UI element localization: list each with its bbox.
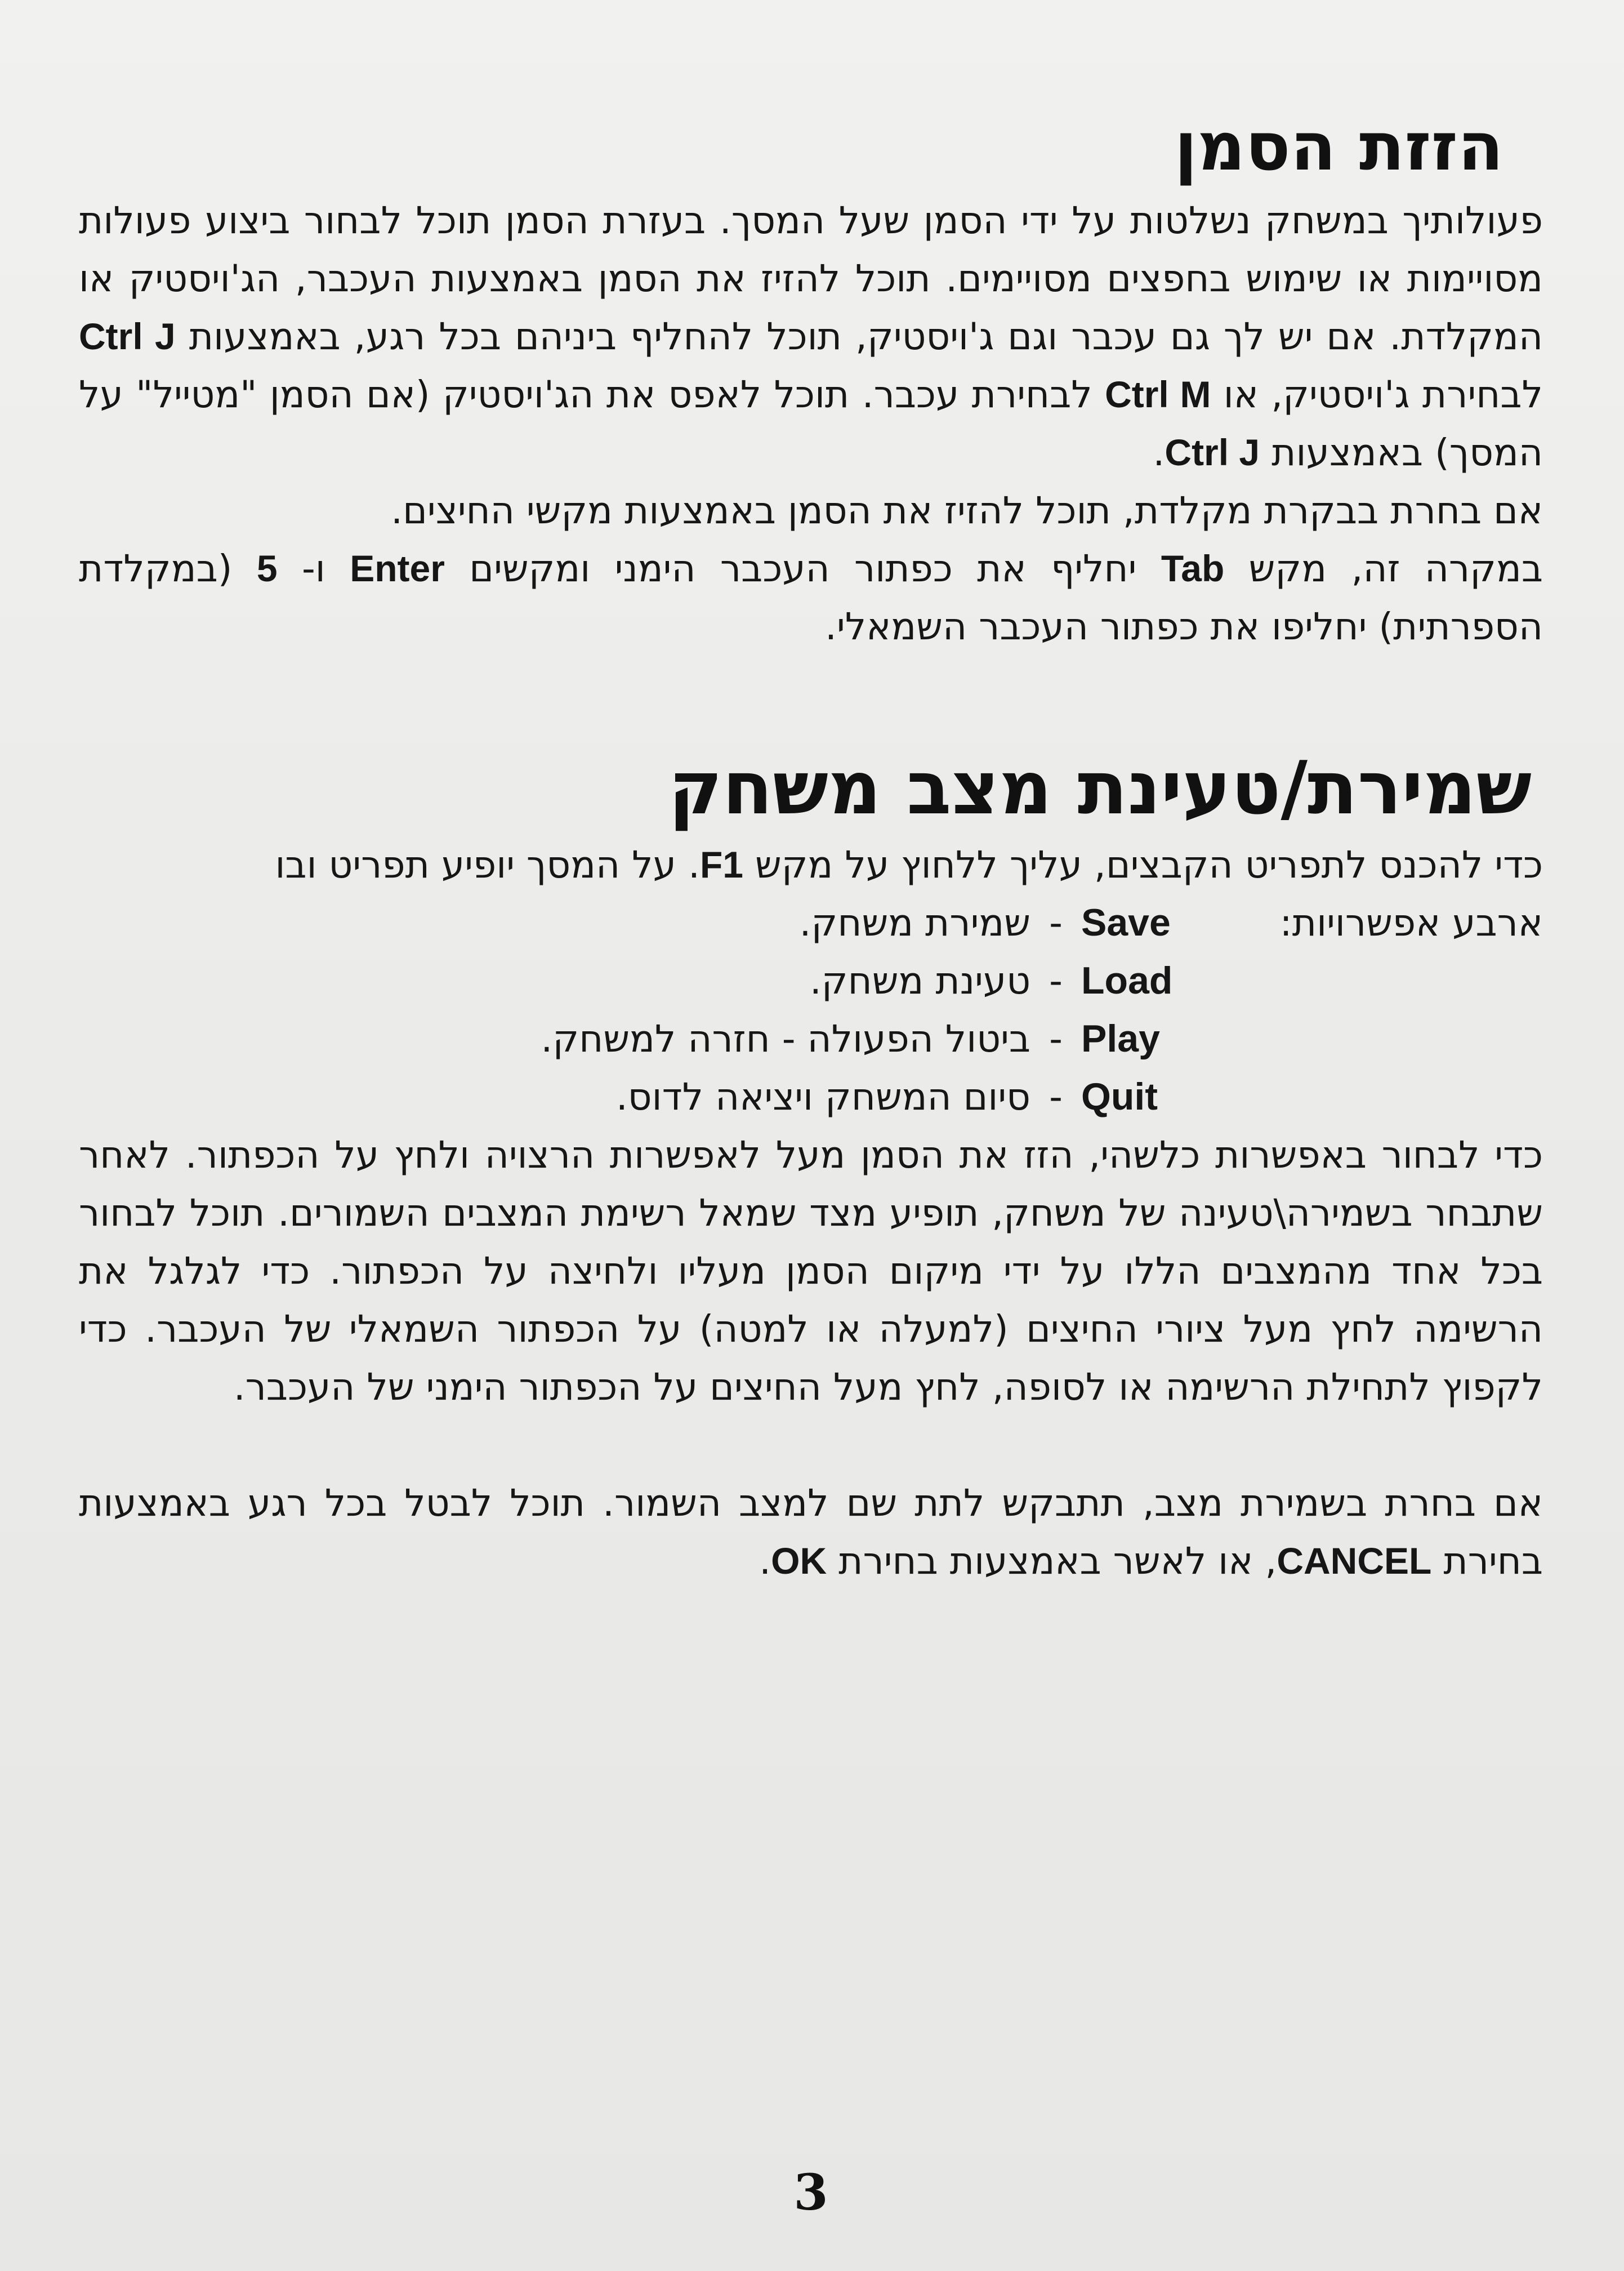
text-run: לבחירת ג'ויסטיק, או [1211, 373, 1543, 416]
text-run: (במקלדת הספרתית) יחליפו את כפתור העכבר השמאלי. [79, 547, 1543, 648]
save-intro [79, 836, 1543, 894]
key-ctrl-j-reset: Ctrl J [1165, 431, 1260, 473]
cursor-paragraph-3 [79, 540, 1543, 656]
option-dash: - [1049, 1017, 1063, 1061]
key-ctrl-j: Ctrl J [79, 315, 176, 357]
text-run: אם בחרת בשמירת מצב, תתבקש לתת שם למצב השמור. תוכל לבטל בכל רגע באמצעות בחירת [79, 1481, 1543, 1583]
option-dash: - [1049, 1075, 1063, 1119]
menu-options-list [79, 894, 1543, 1126]
save-final-paragraph [79, 1474, 1543, 1590]
text-run: כדי להכנס לתפריט הקבצים, עליך ללחוץ על מקש [743, 843, 1543, 887]
text-run: לבחירת עכבר. תוכל לאפס את הג'ויסטיק (אם הסמן "מטייל" על המסך) באמצעות [79, 373, 1543, 474]
option-load [79, 952, 1543, 1010]
option-key: Quit [1081, 1075, 1158, 1118]
cursor-paragraph-2 [79, 482, 1543, 540]
save-instructions: כדי לבחור באפשרות כלשהי, הזז את הסמן מעל לאפשרות הרצויה ולחץ על הכפתור. לאחר שתבחר בשמירה\טעינה של משחק, תופיע מצד שמאל רשימת המצבים השמורים. תוכל לבחור בכל אחד מהמצבים הללו על ידי מיקום הסמן מעליו ולחיצה על הכפתור. כדי לגלגל את הרשימה לחץ מעל ציורי החיצים (למעלה או למטה) על הכפתור השמאלי של העכבר. כדי לקפוץ לתחילת הרשימה או לסופה, לחץ מעל החיצים על הכפתור הימני של העכבר. [79, 1133, 1543, 1409]
text-run: יחליף את כפתור העכבר הימני ומקשים [444, 547, 1161, 590]
option-key: Load [1081, 959, 1173, 1002]
text-run: ו- [277, 547, 350, 590]
keyword-cancel: CANCEL [1277, 1540, 1432, 1582]
option-dash: - [1049, 901, 1063, 945]
heading-moving-cursor: הזזת הסמן [1174, 108, 1503, 185]
option-description: סיום המשחק ויציאה לדוס. [615, 1075, 1030, 1119]
option-description: שמירת משחק. [799, 901, 1030, 945]
option-description: טעינת משחק. [809, 959, 1030, 1003]
text-run: במקרה זה, מקש [1224, 547, 1543, 590]
text-run: פעולותיך במשחק נשלטות על ידי הסמן שעל המסך. בעזרת הסמן תוכל לבחור ביצוע פעולות מסויימות או שימוש בחפצים מסויימים. תוכל להזיז את הסמן באמצעות העכבר, הג'ויסטיק או המקלדת. אם יש לך גם עכבר וגם ג'ויסטיק, תוכל להחליף ביניהם בכל רגע, באמצעות [79, 199, 1543, 358]
paragraph-gap [79, 1416, 1543, 1474]
keyword-ok: OK [771, 1540, 827, 1582]
option-quit [79, 1068, 1543, 1126]
key-ctrl-m: Ctrl M [1105, 373, 1211, 415]
option-description: ביטול הפעולה - חזרה למשחק. [541, 1017, 1030, 1061]
text-run: אם בחרת בבקרת מקלדת, תוכל להזיז את הסמן באמצעות מקשי החיצים. [391, 489, 1543, 532]
key-enter: Enter [350, 547, 445, 589]
option-key: Save [1081, 901, 1171, 944]
page-number: 3 [793, 2163, 828, 2221]
text-run: . [1153, 431, 1165, 474]
key-f1: F1 [699, 844, 743, 885]
option-dash: - [1049, 959, 1063, 1003]
option-save [79, 894, 1543, 952]
cursor-paragraph-1 [79, 192, 1543, 482]
key-tab: Tab [1161, 547, 1225, 589]
text-run: . [759, 1539, 771, 1583]
options-lead: ארבע אפשרויות: [1279, 901, 1543, 945]
key-5: 5 [256, 547, 278, 589]
page-content [79, 101, 1543, 1590]
heading-save-load: שמירת/טעינת מצב משחק [668, 745, 1532, 831]
text-run: , או לאשר באמצעות בחירת [827, 1539, 1277, 1583]
text-run: . על המסך יופיע תפריט ובו [275, 843, 700, 887]
option-key: Play [1081, 1017, 1160, 1060]
option-play [79, 1010, 1543, 1068]
